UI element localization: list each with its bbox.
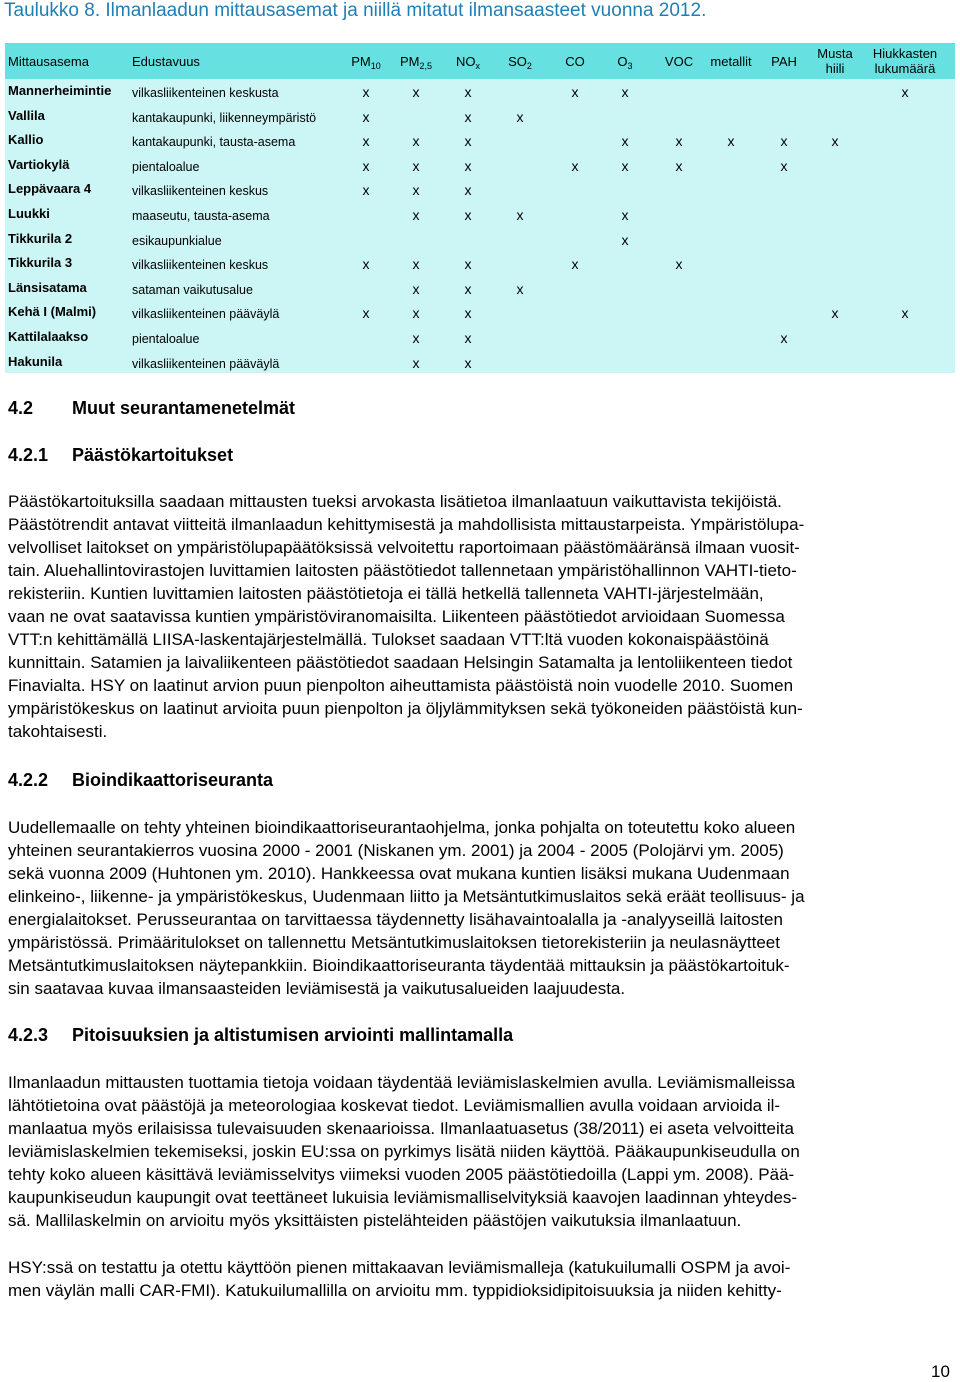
measurement-mark: x	[412, 84, 420, 100]
measurement-mark: x	[621, 133, 629, 150]
station-name: Hakunila	[8, 353, 63, 369]
text-line: Päästötrendit antavat viitteitä ilmanlaadun kehittymisestä ja mahdollisista mittaustarpeista. Ympäristölupa-	[8, 515, 805, 534]
text-line: kunnittain. Satamien ja laivaliikenteen päästötiedot saadaan Helsingin Satamalta ja lentoliikenteen tiedot	[8, 653, 793, 672]
table-header	[5, 43, 955, 79]
header-pollutant: metallit	[710, 54, 752, 69]
measurement-mark: x	[621, 231, 629, 248]
paragraph	[8, 490, 954, 743]
table-row	[5, 157, 955, 181]
measurement-mark: x	[412, 182, 420, 199]
station-name: Vallila	[8, 107, 45, 123]
text-line: tehty koko alueen käsittävä leviämisselvitys viimeksi vuoden 2005 päästötiedoilla (Lappi ym. 2008). Pää-	[8, 1165, 795, 1184]
station-name: Luukki	[8, 206, 50, 221]
section-heading: 4.2.1 Päästökartoitukset	[8, 445, 234, 465]
text-line: takohtaisesti.	[8, 722, 108, 741]
text-line: sä. Mallilaskelmin on arvioitu myös yksittäisten pistelähteiden päästöjen vaikutuksia ilmanlaatuun.	[8, 1211, 742, 1230]
text-line: tain. Aluehallintovirastojen luvittamien laitosten päästötiedot tallennetaan ympäristöhallinnon VAHTI-tieto-	[8, 561, 797, 580]
station-area: vilkasliikenteinen keskusta	[132, 86, 279, 100]
measurement-mark: x	[464, 256, 472, 273]
text-line: ympäristössä. Primääritulokset on tallennettu Metsäntutkimuslaitoksen tietorekisteriin ja neulasnäytteet	[8, 933, 780, 952]
measurement-mark: x	[621, 157, 629, 174]
measurement-mark: x	[412, 330, 420, 346]
station-area: sataman vaikutusalue	[132, 282, 253, 297]
section-heading: 4.2.2 Bioindikaattoriseuranta	[8, 770, 274, 790]
measurement-mark: x	[464, 305, 472, 322]
measurement-mark: x	[571, 84, 579, 100]
table-row	[5, 108, 955, 132]
text-line: sin saatavaa kuvaa ilmansaasteiden leviämisestä ja vaikutusalueiden laajuudesta.	[8, 979, 626, 998]
measurement-mark: x	[362, 108, 370, 125]
table-row	[5, 280, 955, 304]
header-pollutant: $NO_x$	[456, 54, 480, 71]
table-row	[5, 206, 955, 230]
station-area: vilkasliikenteinen keskus	[132, 184, 269, 199]
station-area: esikaupunkialue	[132, 233, 222, 248]
text-line: Finavialta. HSY on laatinut arvion puun pienpolton aiheuttamista päästöistä noin vuodelle 2010. Suomen	[8, 676, 794, 695]
measurement-mark: x	[464, 182, 472, 199]
header-pollutant: $SO_2$	[508, 54, 532, 71]
text-line: manlaatua myös erilaisissa tulevaisuuden skenaarioissa. Ilmanlaatuasetus (38/2011) ei aseta velvoitteita	[8, 1119, 794, 1138]
paragraph	[8, 816, 954, 1000]
measurement-mark: x	[412, 256, 420, 273]
station-name: Vartiokylä	[8, 156, 70, 172]
station-name: Leppävaara 4	[8, 181, 92, 197]
text-line: vaan ne ovat saatavissa kuntien ympäristöviranomaisilta. Liikenteen päästötiedot arvioidaan Suomessa	[8, 607, 785, 626]
measurement-mark: x	[516, 280, 524, 297]
measurement-mark: x	[621, 84, 629, 100]
station-name: Kallio	[8, 132, 44, 148]
measurement-mark: x	[464, 84, 472, 100]
header-pollutant: VOC	[664, 54, 694, 69]
stations-table	[5, 43, 955, 373]
station-area: pientaloalue	[132, 159, 200, 174]
measurement-mark: x	[464, 157, 472, 174]
table-row	[5, 83, 955, 107]
text-line: elinkeino-, liikenne- ja ympäristökeskus, Uudenmaan liitto ja Metsäntutkimuslaitos sekä eräät teollisuus- ja	[8, 887, 805, 906]
paragraph	[8, 1256, 954, 1302]
text-line: velvolliset laitokset on ympäristölupapäätöksissä velvoitettu raportoimaan päästömääränsä ilmaan vuosit-	[8, 538, 800, 557]
text-line: lähtötietoina ovat päästöjä ja meteorologiaa koskevat tiedot. Leviämismallien avulla voidaan arvioida il-	[8, 1096, 781, 1115]
measurement-mark: x	[780, 133, 788, 150]
measurement-mark: x	[516, 207, 524, 223]
station-name: Kattilalaakso	[8, 329, 89, 344]
measurement-mark: x	[516, 108, 524, 125]
measurement-mark: x	[571, 256, 579, 273]
station-area: pientaloalue	[132, 332, 200, 346]
station-area: kantakaupunki, tausta-asema	[132, 135, 296, 150]
measurement-mark: x	[780, 157, 788, 174]
header-pollutant: $O_3$	[617, 54, 633, 71]
station-area: vilkasliikenteinen pääväylä	[132, 307, 280, 322]
text-line: ympäristökeskus on laatinut arvioita puun pienpolton ja öljylämmityksen sekä työkoneiden päästöistä kun-	[8, 699, 803, 718]
text-line: rekisteriin. Kuntien luvittamien laitosten päästötietoja ei tällä hetkellä tallenneta VAHTI-järjestelmään,	[8, 584, 764, 603]
header-pollutant: $PM_{2,5}$	[399, 54, 433, 71]
measurement-mark: x	[571, 157, 579, 174]
measurement-mark: x	[412, 157, 420, 174]
table-caption: Taulukko 8. Ilmanlaadun mittausasemat ja niillä mitatut ilmansaasteet vuonna 2012.	[4, 0, 707, 21]
measurement-mark: x	[901, 84, 909, 100]
station-area: vilkasliikenteinen pääväylä	[132, 356, 280, 371]
measurement-mark: x	[831, 133, 839, 150]
station-area: maaseutu, tausta-asema	[132, 209, 270, 223]
measurement-mark: x	[362, 157, 370, 174]
table-row	[5, 329, 955, 353]
text-line: Ilmanlaadun mittausten tuottamia tietoja voidaan täydentää leviämislaskelmien avulla. Leviämismalleissa	[8, 1073, 796, 1092]
measurement-mark: x	[362, 305, 370, 322]
station-area: vilkasliikenteinen keskus	[132, 258, 269, 273]
header-pollutant: PAH	[771, 54, 797, 69]
header-pollutant: Hiukkasten lukumäärä	[872, 46, 938, 76]
table-row	[5, 132, 955, 156]
header-pollutant: Musta hiili	[817, 46, 853, 76]
text-line: Uudellemaalle on tehty yhteinen bioindikaattoriseurantaohjelma, jonka pohjalta on toteutettu koko alueen	[8, 818, 796, 837]
table-row	[5, 255, 955, 279]
header-pollutant: CO	[565, 54, 585, 69]
text-line: HSY:ssä on testattu ja otettu käyttöön pienen mittakaavan leviämismalleja (katukuilumalli OSPM ja avoi-	[8, 1258, 791, 1277]
station-name: Tikkurila 3	[8, 255, 73, 271]
page-number: 10	[931, 1362, 950, 1381]
text-line: energialaitokset. Perusseurantaa on tarvittaessa täydennetty lisähavaintoalalla ja -analyyseillä laitosten	[8, 910, 783, 929]
text-line: Metsäntutkimuslaitoksen näytepankkiin. Bioindikaattoriseuranta täydentää mittauksin ja päästökartoituk-	[8, 956, 790, 975]
station-name: Kehä I (Malmi)	[8, 304, 97, 320]
section-heading: 4.2.3 Pitoisuuksien ja altistumisen arviointi mallintamalla	[8, 1025, 514, 1045]
station-name: Länsisatama	[8, 279, 87, 295]
measurement-mark: x	[412, 280, 420, 297]
measurement-mark: x	[464, 330, 472, 346]
measurement-mark: x	[831, 305, 839, 322]
measurement-mark: x	[412, 207, 420, 223]
measurement-mark: x	[412, 354, 420, 371]
measurement-mark: x	[901, 305, 909, 322]
measurement-mark: x	[464, 207, 472, 223]
section-heading: 4.2 Muut seurantamenetelmät	[8, 398, 296, 418]
station-name: Tikkurila 2	[8, 230, 73, 246]
measurement-mark: x	[621, 207, 629, 223]
table-row	[5, 231, 955, 255]
measurement-mark: x	[464, 280, 472, 297]
station-name: Mannerheimintie	[8, 83, 112, 98]
measurement-mark: x	[675, 157, 683, 174]
measurement-mark: x	[780, 330, 788, 346]
measurement-mark: x	[362, 84, 370, 100]
header-station: Mittausasema	[8, 54, 89, 69]
measurement-mark: x	[412, 133, 420, 150]
measurement-mark: x	[464, 354, 472, 371]
measurement-mark: x	[362, 256, 370, 273]
measurement-mark: x	[675, 256, 683, 273]
text-line: yhteinen seurantakierros vuosina 2000 - 2001 (Niskanen ym. 2001) ja 2004 - 2005 (Polojärvi ym. 2005)	[8, 841, 784, 860]
measurement-mark: x	[412, 305, 420, 322]
measurement-mark: x	[362, 182, 370, 199]
measurement-mark: x	[362, 133, 370, 150]
measurement-mark: x	[464, 108, 472, 125]
measurement-mark: x	[727, 133, 735, 150]
table-row	[5, 354, 955, 378]
measurement-mark: x	[464, 133, 472, 150]
header-area: Edustavuus	[132, 54, 200, 69]
text-line: sekä vuonna 2009 (Huhtonen ym. 2010). Hankkeessa ovat mukana kuntien lisäksi mukana Uudenmaan	[8, 864, 790, 883]
paragraph	[8, 1071, 954, 1232]
table-row	[5, 304, 955, 328]
header-pollutant: $PM_{10}$	[351, 54, 381, 71]
text-line: Päästökartoituksilla saadaan mittausten tueksi arvokasta lisätietoa ilmanlaatuun vaikuttavista tekijöistä.	[8, 492, 782, 511]
text-line: VTT:n kehittämällä LIISA-laskentajärjestelmällä. Tulokset saadaan VTT:ltä vuoden kokonaispäästöinä	[8, 630, 769, 649]
text-line: kaupunkiseudun kaupungit ovat teettäneet lukuisia leviämismalliselvityksiä kaavojen laadinnan yhteydes-	[8, 1188, 798, 1207]
text-line: men väylän malli CAR-FMI). Katukuilumallilla on arvioitu mm. typpidioksidipitoisuuksia ja niiden kehitty-	[8, 1281, 782, 1300]
measurement-mark: x	[675, 133, 683, 150]
station-area: kantakaupunki, liikenneympäristö	[132, 110, 317, 125]
table-row	[5, 181, 955, 205]
text-line: leviämislaskelmien tekemiseksi, joskin EU:ssa on pyrkimys lisätä niiden käyttöä. Pääkaupunkiseudulla on	[8, 1142, 800, 1161]
